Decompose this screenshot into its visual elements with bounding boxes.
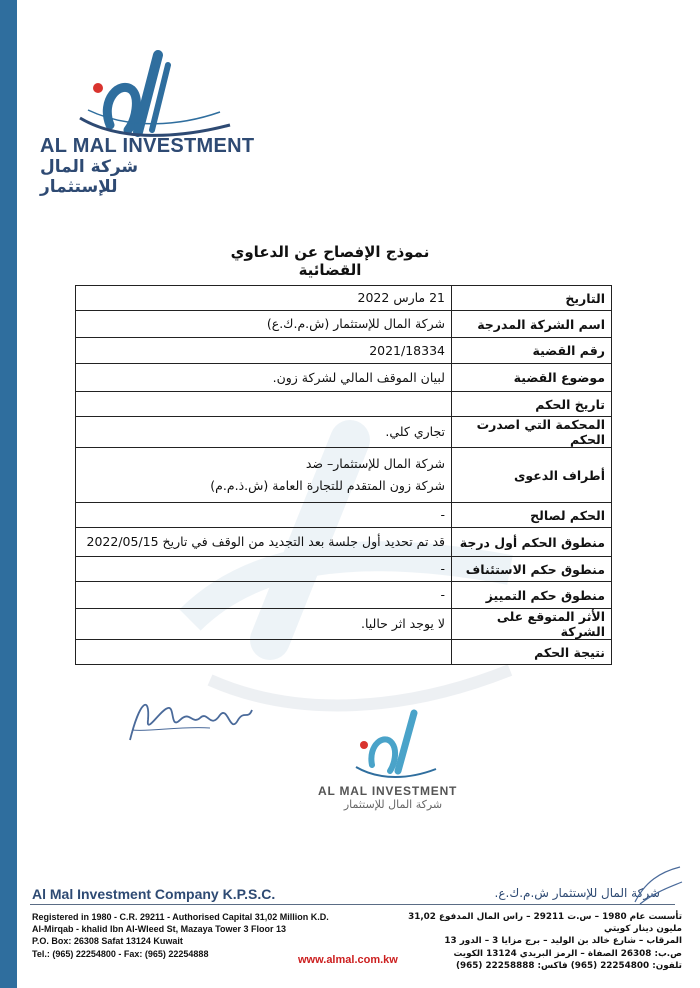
table-row xyxy=(76,338,612,364)
footer-line: ص.ب: 26308 الصفاة – الرمز البريدي 13124 الكويت xyxy=(453,948,682,959)
table-row xyxy=(76,364,612,392)
table-row xyxy=(76,609,612,640)
footer-info-ar xyxy=(395,911,682,972)
table-row xyxy=(76,640,612,665)
table-row xyxy=(76,503,612,528)
row-value: تجاري كلي. xyxy=(76,417,452,448)
footer-line: المرقاب – شارع خالد بن الوليد – برج مزايا 3 – الدور 13 xyxy=(444,936,682,947)
stamp-text-en: AL MAL INVESTMENT xyxy=(318,784,458,798)
footer-line: Registered in 1980 - C.R. 29211 - Authorised Capital 31,02 Million K.D. xyxy=(32,912,329,922)
row-label: المحكمة التي اصدرت الحكم xyxy=(452,417,612,448)
row-value: - xyxy=(76,582,452,609)
form-title: نموذج الإفصاح عن الدعاوي القضائية xyxy=(230,243,430,279)
row-value: 2021/18334 xyxy=(76,338,452,364)
row-label: رقم القضية xyxy=(452,338,612,364)
row-label: منطوق الحكم أول درجة xyxy=(452,528,612,557)
footer-signature-icon xyxy=(630,862,685,907)
row-label: الحكم لصالح xyxy=(452,503,612,528)
stamp-text-ar: شركة المال للإستثمار xyxy=(343,798,443,811)
row-label: الأثر المتوقع على الشركة xyxy=(452,609,612,640)
footer-line: Al-Mirqab - khalid Ibn Al-Wleed St, Mazaya Tower 3 Floor 13 xyxy=(32,924,287,935)
table-row xyxy=(76,392,612,417)
logo-text-ar: شركة المال للإستثمار xyxy=(40,157,139,197)
row-value: - xyxy=(76,557,452,582)
row-label: منطوق حكم التمييز xyxy=(452,582,612,609)
row-value: شركة المال للإستثمار (ش.م.ك.ع) xyxy=(76,311,452,338)
footer-line: تلفون: 22254800 (965) فاكس: 22258888 (965) xyxy=(455,960,682,971)
row-label: نتيجة الحكم xyxy=(452,640,612,665)
side-accent-bar xyxy=(0,0,17,988)
row-value: لبيان الموقف المالي لشركة زون. xyxy=(76,364,452,392)
footer-line: P.O. Box: 26308 Safat 13124 Kuwait xyxy=(32,936,183,947)
table-row xyxy=(76,448,612,503)
table-row xyxy=(76,528,612,557)
table-row xyxy=(76,417,612,448)
row-value xyxy=(76,640,452,665)
footer-line: تأسست عام 1980 – س.ت 29211 – راس المال المدفوع 31,02 مليون دينار كويتي xyxy=(408,912,682,935)
logo-text-en: AL MAL INVESTMENT xyxy=(40,135,255,157)
footer-company-en: Al Mal Investment Company K.P.S.C. xyxy=(32,886,276,902)
footer-info-en xyxy=(32,911,372,960)
row-label: التاريخ xyxy=(452,286,612,311)
stamp-logo-icon xyxy=(350,705,440,785)
footer-divider xyxy=(30,904,675,905)
table-row xyxy=(76,286,612,311)
footer-company-ar: شركة المال للإستثمار ش.م.ك.ع. xyxy=(494,886,660,900)
table-row xyxy=(76,311,612,338)
table-row xyxy=(76,557,612,582)
signature-icon xyxy=(120,690,260,750)
row-value: لا يوجد اثر حاليا. xyxy=(76,609,452,640)
table-row xyxy=(76,582,612,609)
disclosure-table xyxy=(75,285,612,665)
row-value: شركة المال للإستثمار– ضد شركة زون المتقدم للتجارة العامة (ش.ذ.م.م) xyxy=(76,448,452,503)
row-value: قد تم تحديد أول جلسة بعد التجديد من الوقف في تاريخ 2022/05/15 xyxy=(76,528,452,557)
row-value xyxy=(76,392,452,417)
row-label: اسم الشركة المدرجة xyxy=(452,311,612,338)
row-label: منطوق حكم الاستئناف xyxy=(452,557,612,582)
row-value: 21 مارس 2022 xyxy=(76,286,452,311)
row-label: أطراف الدعوى xyxy=(452,448,612,503)
row-label: تاريخ الحكم xyxy=(452,392,612,417)
row-value: - xyxy=(76,503,452,528)
row-label: موضوع القضية xyxy=(452,364,612,392)
footer-line: Tel.: (965) 22254800 - Fax: (965) 22254888 xyxy=(32,948,209,959)
website-link[interactable]: www.almal.com.kw xyxy=(298,954,398,966)
